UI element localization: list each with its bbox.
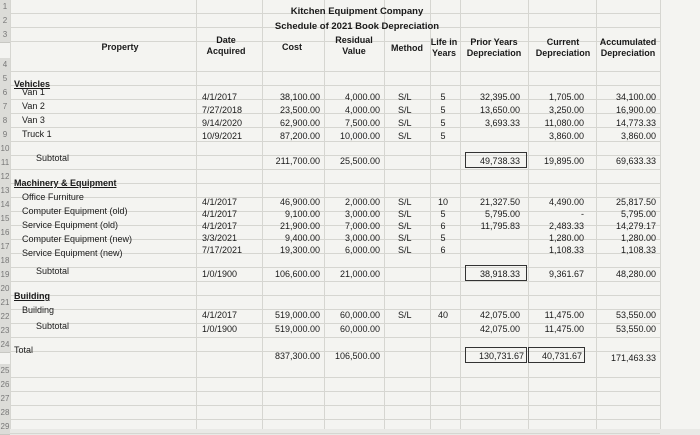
subtotal-accumulated: 69,633.33 (615, 156, 656, 166)
row-number: 5 (0, 72, 10, 87)
current-depreciation: - (581, 209, 584, 219)
residual-value: 60,000.00 (339, 310, 380, 320)
current-depreciation: 11,475.00 (544, 310, 584, 320)
current-depreciation: 2,483.33 (548, 221, 584, 231)
grid-line (10, 433, 660, 434)
date-acquired: 4/1/2017 (202, 209, 238, 219)
life-years: 5 (440, 118, 446, 128)
date-acquired: 10/9/2021 (202, 131, 243, 141)
row-number: 22 (0, 310, 10, 325)
current-depreciation: 3,860.00 (548, 131, 584, 141)
row-number: 2 (0, 14, 10, 29)
life-years: 40 (437, 310, 448, 320)
row-number: 27 (0, 392, 10, 407)
cost: 46,900.00 (279, 197, 320, 207)
total-current: 40,731.67 (541, 351, 582, 361)
total-prior-box (465, 347, 527, 363)
header-cost: Cost (282, 42, 302, 52)
row-number: 25 (0, 364, 10, 379)
row-number: 23 (0, 324, 10, 339)
property-name: Building (22, 305, 55, 315)
total-current-box (528, 347, 585, 363)
residual-value: 3,000.00 (344, 233, 380, 243)
grid-line (10, 337, 660, 338)
subtotal-residual: 60,000.00 (339, 324, 380, 334)
residual-value: 4,000.00 (344, 105, 380, 115)
accumulated-depreciation: 5,795.00 (620, 209, 656, 219)
method: S/L (398, 92, 412, 102)
subtotal-cost: 211,700.00 (275, 156, 320, 166)
row-number: 7 (0, 100, 10, 115)
total-cost: 837,300.00 (274, 351, 320, 361)
accumulated-depreciation: 53,550.00 (615, 310, 656, 320)
section-building: Building (14, 291, 50, 301)
machinery-prior-box (465, 265, 527, 281)
grid-column-line (430, 0, 431, 429)
header-property: Property (101, 42, 139, 52)
residual-value: 6,000.00 (344, 245, 380, 255)
date-acquired: 4/1/2017 (202, 92, 238, 102)
subtotal-label: Subtotal (36, 321, 70, 331)
current-depreciation: 11,080.00 (544, 118, 584, 128)
date-acquired: 9/14/2020 (202, 118, 243, 128)
date-acquired: 7/17/2021 (202, 245, 243, 255)
schedule-title: Schedule of 2021 Book Depreciation (274, 21, 440, 32)
row-number: 13 (0, 184, 10, 199)
subtotal-accumulated: 53,550.00 (615, 324, 656, 334)
subtotal-current: 11,475.00 (544, 324, 584, 334)
subtotal-residual: 25,500.00 (339, 156, 380, 166)
life-years: 5 (440, 92, 446, 102)
header-date: Date Acquired (206, 35, 246, 56)
grid-column-line (660, 0, 661, 429)
row-number: 12 (0, 170, 10, 185)
accumulated-depreciation: 3,860.00 (620, 131, 656, 141)
cost: 38,100.00 (279, 92, 320, 102)
accumulated-depreciation: 1,108.33 (620, 245, 656, 255)
date-acquired: 7/27/2018 (202, 105, 243, 115)
property-name: Van 1 (22, 87, 45, 97)
row-number: 9 (0, 128, 10, 143)
grid-line (10, 391, 660, 392)
method: S/L (398, 118, 412, 128)
row-number: 20 (0, 282, 10, 297)
subtotal-accumulated: 48,280.00 (615, 269, 656, 279)
subtotal-cost: 106,600.00 (274, 269, 320, 279)
current-depreciation: 1,280.00 (548, 233, 584, 243)
subtotal-prior: 38,918.33 (479, 269, 520, 279)
method: S/L (398, 131, 412, 141)
grid-column-line (196, 0, 197, 429)
residual-value: 7,500.00 (344, 118, 380, 128)
cost: 87,200.00 (279, 131, 320, 141)
subtotal-current: 19,895.00 (543, 156, 584, 166)
method: S/L (398, 310, 412, 320)
life-years: 10 (437, 197, 448, 207)
total-prior: 130,731.67 (478, 351, 524, 361)
grid-line (10, 377, 660, 378)
cost: 9,100.00 (284, 209, 320, 219)
prior-depreciation: 21,327.50 (479, 197, 520, 207)
row-number: 18 (0, 254, 10, 269)
date-acquired: 4/1/2017 (202, 221, 238, 231)
row-number: 29 (0, 420, 10, 435)
section-machinery: Machinery & Equipment (14, 178, 117, 188)
property-name: Service Equipment (new) (22, 248, 123, 258)
row-number: 1 (0, 0, 10, 15)
subtotal-current: 9,361.67 (548, 269, 584, 279)
residual-value: 7,000.00 (344, 221, 380, 231)
method: S/L (398, 221, 412, 231)
subtotal-prior: 42,075.00 (479, 324, 520, 334)
subtotal-label: Subtotal (36, 153, 70, 163)
life-years: 5 (440, 233, 446, 243)
grid-line (10, 419, 660, 420)
residual-value: 2,000.00 (344, 197, 380, 207)
residual-value: 3,000.00 (344, 209, 380, 219)
accumulated-depreciation: 25,817.50 (615, 197, 656, 207)
life-years: 5 (440, 131, 446, 141)
method: S/L (398, 105, 412, 115)
header-method: Method (391, 43, 423, 53)
row-number: 15 (0, 212, 10, 227)
grid-line (10, 405, 660, 406)
current-depreciation: 3,250.00 (548, 105, 584, 115)
subtotal-date: 1/0/1900 (202, 324, 238, 334)
grid-column-line (460, 0, 461, 429)
grid-line (10, 85, 660, 86)
prior-depreciation: 5,795.00 (484, 209, 520, 219)
company-title: Kitchen Equipment Company (290, 6, 424, 17)
accumulated-depreciation: 1,280.00 (620, 233, 656, 243)
property-name: Computer Equipment (old) (22, 206, 128, 216)
row-number: 10 (0, 142, 10, 157)
cost: 23,500.00 (279, 105, 320, 115)
property-name: Service Equipment (old) (22, 220, 119, 230)
method: S/L (398, 233, 412, 243)
method: S/L (398, 209, 412, 219)
grid-column-line (384, 0, 385, 429)
grid-line (10, 295, 660, 296)
cost: 21,900.00 (279, 221, 320, 231)
row-number: 26 (0, 378, 10, 393)
row-number: 14 (0, 198, 10, 213)
accumulated-depreciation: 14,279.17 (615, 221, 656, 231)
date-acquired: 4/1/2017 (202, 310, 238, 320)
method: S/L (398, 245, 412, 255)
current-depreciation: 1,705.00 (548, 92, 584, 102)
grid-column-line (10, 0, 11, 429)
property-name: Van 2 (22, 101, 45, 111)
grid-line (10, 71, 660, 72)
section-vehicles: Vehicles (14, 79, 51, 89)
row-number: 19 (0, 268, 10, 283)
prior-depreciation: 11,795.83 (480, 221, 520, 231)
prior-depreciation: 32,395.00 (479, 92, 520, 102)
prior-depreciation: 42,075.00 (479, 310, 520, 320)
property-name: Van 3 (22, 115, 45, 125)
total-label: Total (14, 345, 34, 355)
row-number: 8 (0, 114, 10, 129)
row-number: 4 (0, 58, 10, 73)
property-name: Office Furniture (22, 192, 84, 202)
date-acquired: 4/1/2017 (202, 197, 238, 207)
cost: 9,400.00 (284, 233, 320, 243)
subtotal-cost: 519,000.00 (274, 324, 320, 334)
grid-line (10, 169, 660, 170)
header-life: Life in Years (430, 37, 458, 58)
residual-value: 10,000.00 (339, 131, 380, 141)
accumulated-depreciation: 14,773.33 (615, 118, 656, 128)
cost: 519,000.00 (274, 310, 320, 320)
current-depreciation: 1,108.33 (548, 245, 584, 255)
date-acquired: 3/3/2021 (202, 233, 238, 243)
header-prior: Prior Years Depreciation (466, 37, 522, 58)
property-name: Truck 1 (22, 129, 52, 139)
grid-line (10, 281, 660, 282)
total-residual: 106,500.00 (334, 351, 380, 361)
life-years: 6 (440, 221, 446, 231)
subtotal-date: 1/0/1900 (202, 269, 238, 279)
total-accumulated: 171,463.33 (610, 353, 656, 363)
row-number: 21 (0, 296, 10, 311)
life-years: 5 (440, 105, 446, 115)
header-current: Current Depreciation (535, 37, 591, 58)
subtotal-prior: 49,738.33 (479, 156, 520, 166)
accumulated-depreciation: 34,100.00 (615, 92, 656, 102)
current-depreciation: 4,490.00 (548, 197, 584, 207)
row-number: 17 (0, 240, 10, 255)
cost: 62,900.00 (279, 118, 320, 128)
property-name: Computer Equipment (new) (22, 234, 133, 244)
row-number: 6 (0, 86, 10, 101)
method: S/L (398, 197, 412, 207)
cost: 19,300.00 (279, 245, 320, 255)
header-residual: Residual Value (335, 35, 373, 56)
row-number: 28 (0, 406, 10, 421)
residual-value: 4,000.00 (344, 92, 380, 102)
header-accumulated: Accumulated Depreciation (599, 37, 657, 58)
prior-depreciation: 13,650.00 (479, 105, 520, 115)
life-years: 6 (440, 245, 446, 255)
life-years: 5 (440, 209, 446, 219)
prior-depreciation: 3,693.33 (484, 118, 520, 128)
row-number: 11 (0, 156, 10, 171)
vehicles-prior-box (465, 152, 527, 168)
subtotal-residual: 21,000.00 (339, 269, 380, 279)
accumulated-depreciation: 16,900.00 (615, 105, 656, 115)
row-number: 3 (0, 28, 10, 43)
row-number: 16 (0, 226, 10, 241)
grid-column-line (528, 0, 529, 429)
subtotal-label: Subtotal (36, 266, 70, 276)
row-number: 24 (0, 338, 10, 353)
